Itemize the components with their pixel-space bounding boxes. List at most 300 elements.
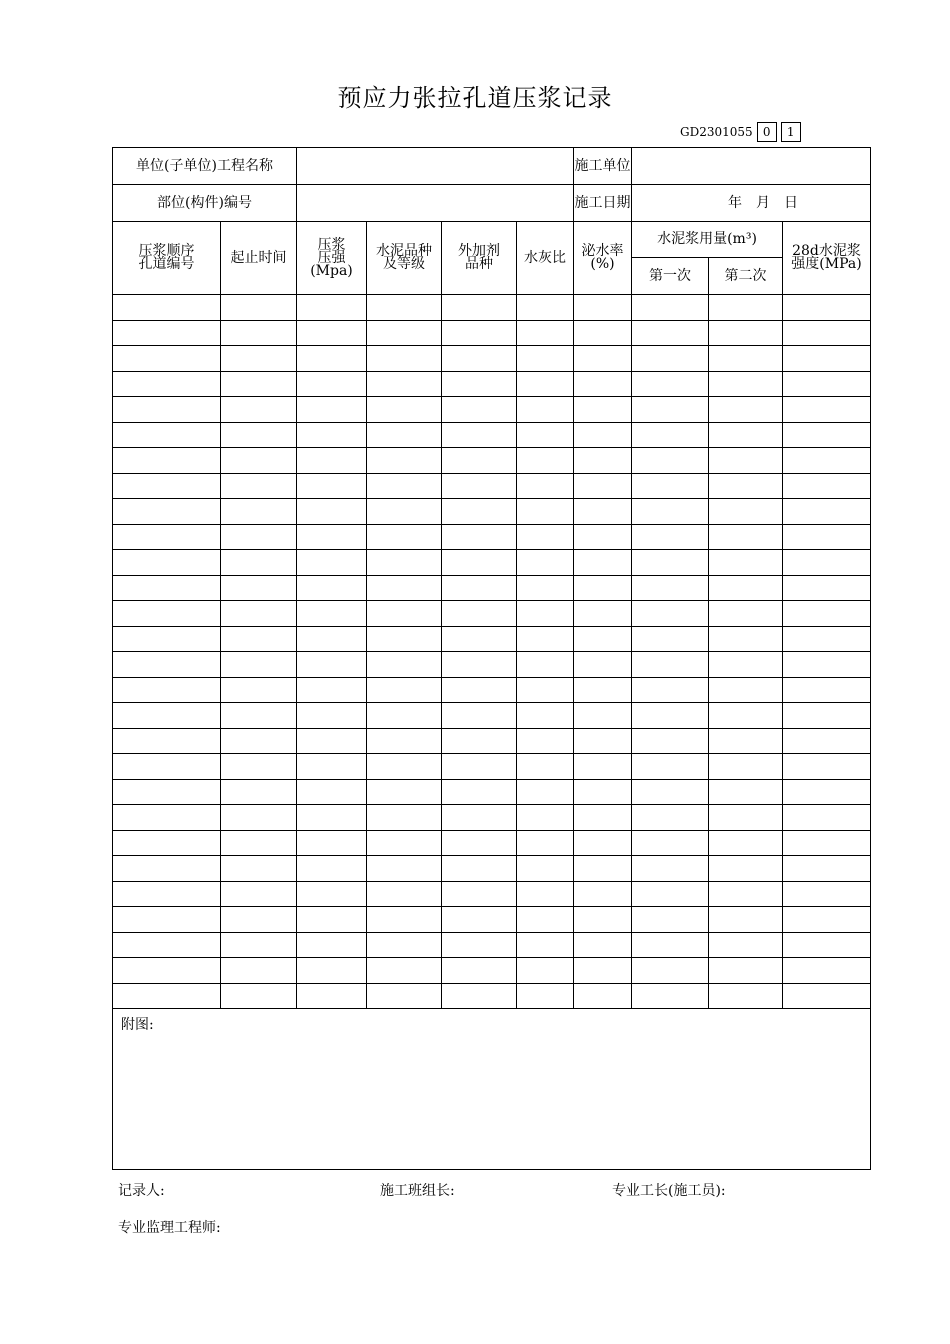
table-cell[interactable] (517, 932, 574, 958)
table-cell[interactable] (367, 881, 442, 907)
table-cell[interactable] (297, 626, 367, 652)
table-cell[interactable] (367, 448, 442, 474)
table-cell[interactable] (367, 422, 442, 448)
table-cell[interactable] (297, 295, 367, 321)
table-cell[interactable] (517, 830, 574, 856)
table-cell[interactable] (442, 397, 517, 423)
table-cell[interactable] (517, 499, 574, 525)
table-cell[interactable] (517, 983, 574, 1009)
table-cell[interactable] (442, 601, 517, 627)
table-cell[interactable] (367, 295, 442, 321)
table-cell[interactable] (783, 805, 871, 831)
table-cell[interactable] (442, 805, 517, 831)
table-cell[interactable] (783, 677, 871, 703)
table-cell[interactable] (517, 626, 574, 652)
table-cell[interactable] (783, 397, 871, 423)
table-cell[interactable] (113, 677, 221, 703)
table-cell[interactable] (709, 652, 783, 678)
table-cell[interactable] (442, 856, 517, 882)
table-cell[interactable] (632, 448, 709, 474)
table-cell[interactable] (113, 346, 221, 372)
table-cell[interactable] (783, 626, 871, 652)
table-cell[interactable] (632, 958, 709, 984)
table-cell[interactable] (297, 779, 367, 805)
table-cell[interactable] (632, 652, 709, 678)
table-cell[interactable] (574, 473, 632, 499)
table-cell[interactable] (442, 830, 517, 856)
table-cell[interactable] (709, 575, 783, 601)
table-cell[interactable] (632, 499, 709, 525)
table-cell[interactable] (367, 830, 442, 856)
table-cell[interactable] (221, 295, 297, 321)
table-cell[interactable] (221, 856, 297, 882)
table-cell[interactable] (632, 320, 709, 346)
table-cell[interactable] (517, 295, 574, 321)
table-cell[interactable] (783, 958, 871, 984)
table-cell[interactable] (783, 728, 871, 754)
table-cell[interactable] (709, 830, 783, 856)
table-cell[interactable] (632, 397, 709, 423)
table-cell[interactable] (297, 652, 367, 678)
table-cell[interactable] (574, 881, 632, 907)
table-cell[interactable] (517, 881, 574, 907)
col-usage-header: 水泥浆用量(m³) (632, 222, 783, 258)
table-cell[interactable] (221, 422, 297, 448)
table-cell[interactable] (367, 473, 442, 499)
table-cell[interactable] (442, 703, 517, 729)
table-cell[interactable] (113, 575, 221, 601)
table-cell[interactable] (783, 295, 871, 321)
table-cell[interactable] (442, 499, 517, 525)
table-cell[interactable] (221, 703, 297, 729)
table-cell[interactable] (367, 550, 442, 576)
table-cell[interactable] (709, 295, 783, 321)
table-cell[interactable] (297, 499, 367, 525)
table-cell[interactable] (517, 320, 574, 346)
table-cell[interactable] (113, 397, 221, 423)
table-cell[interactable] (221, 320, 297, 346)
table-cell[interactable] (574, 448, 632, 474)
table-cell[interactable] (297, 703, 367, 729)
table-cell[interactable] (632, 601, 709, 627)
table-cell[interactable] (632, 856, 709, 882)
table-cell[interactable] (113, 371, 221, 397)
table-cell[interactable] (709, 779, 783, 805)
table-cell[interactable] (442, 932, 517, 958)
table-cell[interactable] (574, 550, 632, 576)
col-second-header: 第二次 (709, 258, 783, 295)
table-cell[interactable] (221, 805, 297, 831)
table-cell[interactable] (632, 677, 709, 703)
table-cell[interactable] (574, 754, 632, 780)
project-name-field[interactable] (297, 148, 574, 185)
table-cell[interactable] (517, 524, 574, 550)
table-cell[interactable] (574, 397, 632, 423)
table-cell[interactable] (442, 626, 517, 652)
table-cell[interactable] (297, 932, 367, 958)
table-cell[interactable] (113, 728, 221, 754)
table-cell[interactable] (783, 499, 871, 525)
table-row (113, 346, 871, 372)
table-cell[interactable] (783, 856, 871, 882)
table-cell[interactable] (113, 703, 221, 729)
table-cell[interactable] (783, 907, 871, 933)
table-cell[interactable] (709, 499, 783, 525)
table-cell[interactable] (367, 320, 442, 346)
table-cell[interactable] (709, 728, 783, 754)
table-cell[interactable] (367, 346, 442, 372)
table-cell[interactable] (113, 295, 221, 321)
table-cell[interactable] (442, 371, 517, 397)
table-cell[interactable] (367, 728, 442, 754)
table-cell[interactable] (783, 524, 871, 550)
table-cell[interactable] (517, 958, 574, 984)
table-cell[interactable] (783, 830, 871, 856)
table-cell[interactable] (709, 881, 783, 907)
table-cell[interactable] (517, 728, 574, 754)
table-cell[interactable] (113, 830, 221, 856)
table-cell[interactable] (221, 728, 297, 754)
table-cell[interactable] (113, 907, 221, 933)
table-cell[interactable] (517, 448, 574, 474)
table-cell[interactable] (783, 932, 871, 958)
table-cell[interactable] (632, 575, 709, 601)
table-cell[interactable] (221, 677, 297, 703)
table-cell[interactable] (632, 805, 709, 831)
table-cell[interactable] (297, 677, 367, 703)
table-cell[interactable] (632, 295, 709, 321)
table-cell[interactable] (297, 881, 367, 907)
table-cell[interactable] (574, 601, 632, 627)
table-cell[interactable] (113, 958, 221, 984)
table-cell[interactable] (367, 754, 442, 780)
table-cell[interactable] (517, 856, 574, 882)
table-cell[interactable] (221, 958, 297, 984)
table-cell[interactable] (709, 626, 783, 652)
table-cell[interactable] (709, 958, 783, 984)
col-bleed-header: 泌水率 (%) (574, 222, 632, 295)
table-cell[interactable] (517, 805, 574, 831)
table-cell[interactable] (297, 575, 367, 601)
table-cell[interactable] (709, 677, 783, 703)
table-cell[interactable] (297, 550, 367, 576)
table-cell[interactable] (517, 907, 574, 933)
table-cell[interactable] (783, 601, 871, 627)
table-cell[interactable] (113, 881, 221, 907)
table-cell[interactable] (221, 473, 297, 499)
table-cell[interactable] (367, 499, 442, 525)
table-cell[interactable] (783, 575, 871, 601)
table-cell[interactable] (632, 881, 709, 907)
table-row (113, 473, 871, 499)
table-cell[interactable] (574, 575, 632, 601)
table-cell[interactable] (297, 983, 367, 1009)
col-cement-header: 水泥品种 及等级 (367, 222, 442, 295)
table-cell[interactable] (113, 779, 221, 805)
table-cell[interactable] (221, 907, 297, 933)
table-cell[interactable] (574, 652, 632, 678)
table-cell[interactable] (297, 728, 367, 754)
table-row (113, 575, 871, 601)
table-cell[interactable] (517, 473, 574, 499)
table-row (113, 320, 871, 346)
part-number-field[interactable] (297, 185, 574, 222)
table-cell[interactable] (574, 728, 632, 754)
table-cell[interactable] (442, 473, 517, 499)
table-cell[interactable] (517, 550, 574, 576)
table-cell[interactable] (297, 958, 367, 984)
table-cell[interactable] (632, 932, 709, 958)
table-cell[interactable] (221, 983, 297, 1009)
table-cell[interactable] (113, 524, 221, 550)
table-cell[interactable] (574, 703, 632, 729)
table-cell[interactable] (367, 983, 442, 1009)
table-cell[interactable] (709, 856, 783, 882)
table-cell[interactable] (783, 422, 871, 448)
table-cell[interactable] (709, 422, 783, 448)
table-cell[interactable] (574, 983, 632, 1009)
table-cell[interactable] (517, 397, 574, 423)
table-cell[interactable] (574, 856, 632, 882)
table-cell[interactable] (632, 830, 709, 856)
table-cell[interactable] (442, 575, 517, 601)
table-cell[interactable] (574, 524, 632, 550)
table-cell[interactable] (783, 371, 871, 397)
table-cell[interactable] (632, 728, 709, 754)
table-cell[interactable] (709, 473, 783, 499)
table-cell[interactable] (442, 295, 517, 321)
table-cell[interactable] (442, 958, 517, 984)
table-cell[interactable] (442, 448, 517, 474)
table-cell[interactable] (709, 932, 783, 958)
table-cell[interactable] (783, 983, 871, 1009)
table-cell[interactable] (221, 830, 297, 856)
table-cell[interactable] (113, 805, 221, 831)
table-cell[interactable] (709, 320, 783, 346)
table-cell[interactable] (783, 473, 871, 499)
table-cell[interactable] (113, 652, 221, 678)
table-cell[interactable] (709, 371, 783, 397)
table-cell[interactable] (113, 448, 221, 474)
table-cell[interactable] (297, 805, 367, 831)
table-cell[interactable] (632, 703, 709, 729)
table-cell[interactable] (574, 677, 632, 703)
date-field[interactable]: 年 月 日 (632, 185, 871, 222)
table-cell[interactable] (367, 856, 442, 882)
table-cell[interactable] (442, 550, 517, 576)
table-cell[interactable] (113, 601, 221, 627)
table-cell[interactable] (517, 677, 574, 703)
table-cell[interactable] (367, 703, 442, 729)
table-cell[interactable] (517, 575, 574, 601)
table-cell[interactable] (297, 320, 367, 346)
table-cell[interactable] (574, 626, 632, 652)
table-cell[interactable] (709, 346, 783, 372)
table-cell[interactable] (632, 779, 709, 805)
table-cell[interactable] (783, 550, 871, 576)
table-cell[interactable] (632, 422, 709, 448)
table-cell[interactable] (574, 295, 632, 321)
table-cell[interactable] (297, 397, 367, 423)
table-row (113, 422, 871, 448)
table-cell[interactable] (783, 881, 871, 907)
table-row (113, 881, 871, 907)
table-cell[interactable] (517, 652, 574, 678)
table-cell[interactable] (517, 754, 574, 780)
table-cell[interactable] (113, 473, 221, 499)
table-cell[interactable] (297, 524, 367, 550)
table-cell[interactable] (709, 703, 783, 729)
col-wc-ratio-header: 水灰比 (517, 222, 574, 295)
table-cell[interactable] (442, 907, 517, 933)
table-cell[interactable] (517, 422, 574, 448)
table-cell[interactable] (221, 448, 297, 474)
table-cell[interactable] (574, 805, 632, 831)
table-cell[interactable] (367, 805, 442, 831)
table-cell[interactable] (442, 524, 517, 550)
table-cell[interactable] (632, 524, 709, 550)
table-cell[interactable] (517, 703, 574, 729)
table-cell[interactable] (367, 601, 442, 627)
table-cell[interactable] (517, 346, 574, 372)
table-cell[interactable] (297, 371, 367, 397)
table-cell[interactable] (442, 754, 517, 780)
table-cell[interactable] (574, 958, 632, 984)
table-cell[interactable] (709, 983, 783, 1009)
table-cell[interactable] (113, 856, 221, 882)
table-cell[interactable] (709, 907, 783, 933)
table-cell[interactable] (574, 907, 632, 933)
table-cell[interactable] (297, 473, 367, 499)
table-cell[interactable] (221, 397, 297, 423)
table-cell[interactable] (574, 371, 632, 397)
table-cell[interactable] (442, 677, 517, 703)
table-cell[interactable] (367, 677, 442, 703)
table-cell[interactable] (783, 346, 871, 372)
table-cell[interactable] (442, 422, 517, 448)
contractor-field[interactable] (632, 148, 871, 185)
table-cell[interactable] (113, 499, 221, 525)
table-cell[interactable] (442, 728, 517, 754)
table-cell[interactable] (574, 499, 632, 525)
table-cell[interactable] (221, 779, 297, 805)
table-cell[interactable] (709, 550, 783, 576)
col-strength-header: 28d水泥浆 强度(MPa) (783, 222, 871, 295)
table-cell[interactable] (113, 626, 221, 652)
table-cell[interactable] (517, 601, 574, 627)
table-cell[interactable] (367, 626, 442, 652)
table-cell[interactable] (113, 754, 221, 780)
table-cell[interactable] (221, 601, 297, 627)
table-cell[interactable] (442, 983, 517, 1009)
table-cell[interactable] (367, 524, 442, 550)
table-cell[interactable] (442, 320, 517, 346)
table-cell[interactable] (783, 320, 871, 346)
table-cell[interactable] (113, 550, 221, 576)
table-cell[interactable] (113, 983, 221, 1009)
table-cell[interactable] (113, 422, 221, 448)
table-cell[interactable] (632, 371, 709, 397)
table-cell[interactable] (221, 881, 297, 907)
table-cell[interactable] (221, 550, 297, 576)
table-cell[interactable] (367, 958, 442, 984)
table-cell[interactable] (709, 524, 783, 550)
table-cell[interactable] (442, 652, 517, 678)
table-cell[interactable] (709, 448, 783, 474)
table-cell[interactable] (574, 779, 632, 805)
table-cell[interactable] (632, 907, 709, 933)
table-cell[interactable] (297, 754, 367, 780)
table-cell[interactable] (297, 601, 367, 627)
table-cell[interactable] (297, 448, 367, 474)
table-cell[interactable] (574, 320, 632, 346)
table-cell[interactable] (709, 601, 783, 627)
table-cell[interactable] (783, 652, 871, 678)
table-cell[interactable] (783, 703, 871, 729)
table-row (113, 958, 871, 984)
table-cell[interactable] (574, 932, 632, 958)
table-cell[interactable] (297, 907, 367, 933)
table-cell[interactable] (574, 830, 632, 856)
table-cell[interactable] (783, 448, 871, 474)
table-row (113, 397, 871, 423)
table-cell[interactable] (297, 830, 367, 856)
table-cell[interactable] (574, 346, 632, 372)
table-cell[interactable] (367, 779, 442, 805)
table-cell[interactable] (221, 524, 297, 550)
table-cell[interactable] (367, 652, 442, 678)
table-cell[interactable] (632, 626, 709, 652)
attachment-area[interactable] (113, 1009, 871, 1170)
table-cell[interactable] (632, 473, 709, 499)
table-cell[interactable] (221, 575, 297, 601)
table-cell[interactable] (709, 397, 783, 423)
table-cell[interactable] (442, 779, 517, 805)
table-cell[interactable] (574, 422, 632, 448)
table-cell[interactable] (517, 371, 574, 397)
table-cell[interactable] (783, 754, 871, 780)
table-cell[interactable] (632, 550, 709, 576)
table-cell[interactable] (221, 499, 297, 525)
table-cell[interactable] (632, 346, 709, 372)
table-cell[interactable] (709, 754, 783, 780)
table-cell[interactable] (632, 754, 709, 780)
table-cell[interactable] (783, 779, 871, 805)
table-cell[interactable] (367, 932, 442, 958)
table-cell[interactable] (367, 575, 442, 601)
table-cell[interactable] (297, 856, 367, 882)
attachment-label: 附图: (121, 1017, 154, 1033)
table-cell[interactable] (113, 932, 221, 958)
table-cell[interactable] (367, 397, 442, 423)
table-cell[interactable] (297, 346, 367, 372)
table-cell[interactable] (297, 422, 367, 448)
table-cell[interactable] (442, 881, 517, 907)
table-cell[interactable] (221, 626, 297, 652)
table-cell[interactable] (367, 371, 442, 397)
table-cell[interactable] (221, 371, 297, 397)
table-cell[interactable] (221, 652, 297, 678)
table-cell[interactable] (221, 346, 297, 372)
table-cell[interactable] (113, 320, 221, 346)
table-cell[interactable] (442, 346, 517, 372)
table-cell[interactable] (221, 932, 297, 958)
table-cell[interactable] (632, 983, 709, 1009)
table-cell[interactable] (517, 779, 574, 805)
table-cell[interactable] (709, 805, 783, 831)
table-cell[interactable] (221, 754, 297, 780)
table-cell[interactable] (367, 907, 442, 933)
